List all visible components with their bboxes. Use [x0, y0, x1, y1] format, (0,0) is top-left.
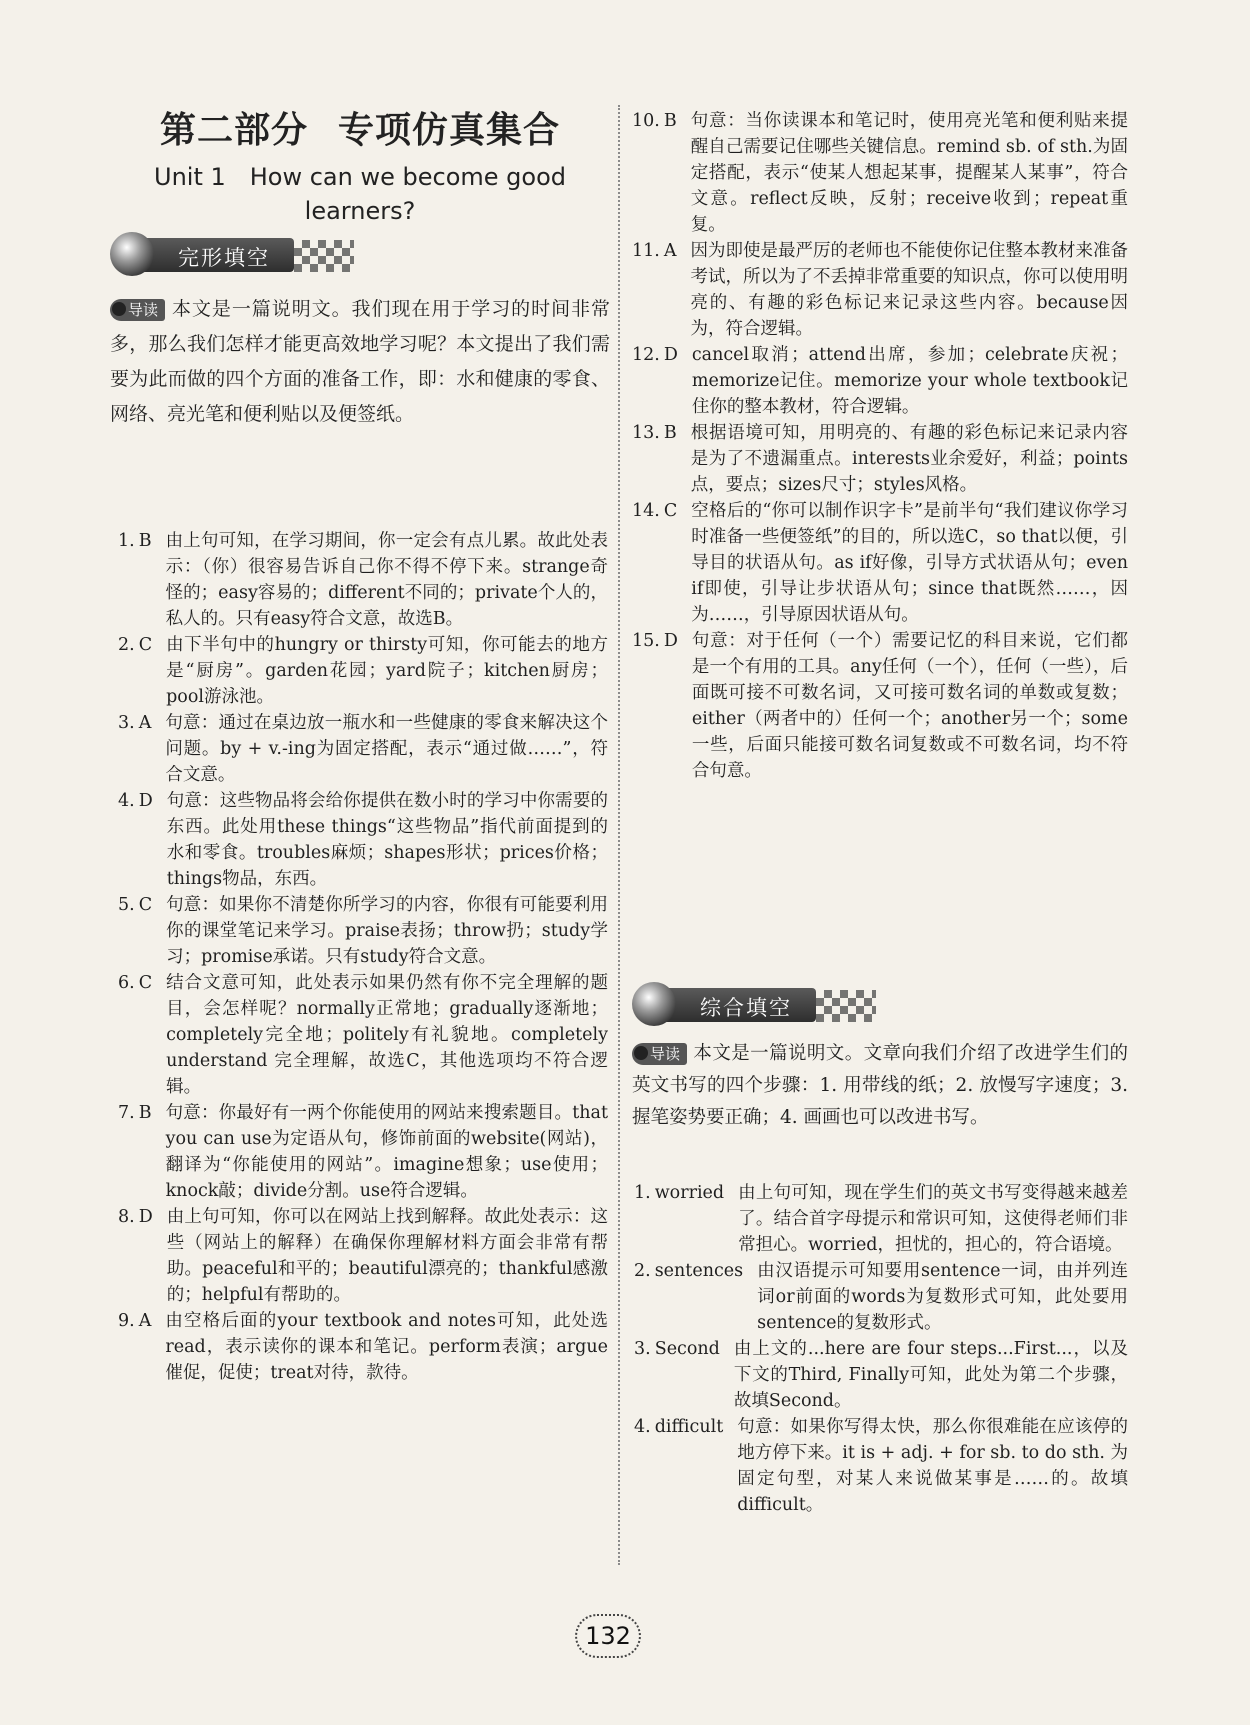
- answer-explanation: 空格后的“你可以制作识字卡”是前半句“我们建议你学习时准备一些便签纸”的目的，所以选C，so that以便，引导目的状语从句。as if好像，引导方式状语从句；even if即使，引导让步状语从句；since that既然……，因为……，引导原因状语从句。: [691, 501, 1128, 625]
- cloze-intro-text: 本文是一篇说明文。我们现在用于学习的时间非常多，那么我们怎样才能更高效地学习呢？本文提出了我们需要为此而做的四个方面的准备工作，即：水和健康的零食、网络、亮光笔和便利贴以及便签纸。: [110, 298, 610, 425]
- answer-explanation: 根据语境可知，用明亮的、有趣的彩色标记来记录内容是为了不遗漏重点。interests业余爱好，利益；points点，要点；sizes尺寸；styles风格。: [690, 423, 1128, 495]
- answer-item: [632, 342, 1128, 420]
- sphere-icon: [110, 232, 154, 276]
- answer-explanation: cancel取消；attend出席，参加；celebrate庆祝；memorize记住。memorize your whole textbook记住你的整本教材，符合逻辑。: [691, 345, 1128, 417]
- answer-item: [632, 498, 1128, 628]
- column-divider: [618, 105, 620, 1565]
- answer-explanation: 由上句可知，你可以在网站上找到解释。故此处表示：这些（网站上的解释）在确保你理解材料方面会非常有帮助。peaceful和平的；beautiful漂亮的；thankful感激的；helpful有帮助的。: [166, 1207, 608, 1305]
- fill-intro-text: 本文是一篇说明文。文章向我们介绍了改进学生们的英文书写的四个步骤：1. 用带线的纸；2. 放慢写字速度；3. 握笔姿势要正确；4. 画画也可以改进书写。: [632, 1043, 1128, 1128]
- answer-item: [634, 1258, 1128, 1336]
- answer-explanation: 由上句可知，在学习期间，你一定会有点儿累。故此处表示：（你）很容易告诉自己你不得不停下来。strange奇怪的；easy容易的；different不同的；private个人的，私人的。只有easy符合文意，故选B。: [165, 531, 608, 629]
- answer-item: [634, 1336, 1128, 1414]
- guide-badge: 导读: [110, 299, 165, 321]
- cloze-answers-left: [118, 528, 608, 1386]
- answer-key: C: [138, 895, 153, 915]
- answer-explanation: 由汉语提示可知要用sentence一词，由并列连词or前面的words为复数形式可知，此处要用sentence的复数形式。: [757, 1261, 1128, 1333]
- answer-number: 6.: [118, 973, 135, 993]
- answer-key: A: [138, 713, 152, 733]
- sphere-icon: [632, 982, 676, 1026]
- answer-item: [118, 528, 608, 632]
- answer-explanation: 由下半句中的hungry or thirsty可知，你可能去的地方是“厨房”。garden花园；yard院子；kitchen厨房；pool游泳池。: [166, 635, 608, 707]
- answer-number: 8.: [118, 1207, 135, 1227]
- answer-item: [118, 632, 608, 710]
- checker-pattern-icon: [816, 990, 876, 1022]
- answer-item: [118, 788, 608, 892]
- answer-item: [632, 108, 1128, 238]
- guide-badge: 导读: [632, 1043, 687, 1065]
- answer-number: 3.: [634, 1339, 651, 1359]
- section-tag-cloze: [110, 232, 370, 276]
- answer-explanation: 由上文的...here are four steps...First...，以及下文的Third, Finally可知，此处为第二个步骤，故填Second。: [733, 1339, 1128, 1411]
- answer-explanation: 句意：你最好有一两个你能使用的网站来搜索题目。that you can use为定语从句，修饰前面的website(网站)，翻译为“你能使用的网站”。imagine想象；use使用；knock敲；divide分割。use符合逻辑。: [165, 1103, 608, 1201]
- answer-key: D: [138, 1207, 153, 1227]
- answer-item: [118, 1100, 608, 1204]
- answer-explanation: 句意：对于任何（一个）需要记忆的科目来说，它们都是一个有用的工具。any任何（一个），任何（一些），后面既可接不可数名词，又可接可数名词的单数或复数；either（两者中的）任何一个；another另一个；some一些，后面只能接可数名词复数或不可数名词，均不符合句意。: [691, 631, 1128, 781]
- answer-explanation: 由空格后面的your textbook and notes可知，此处选read，表示读你的课本和笔记。perform表演；argue催促，促使；treat对待，款待。: [165, 1311, 608, 1383]
- answer-number: 14.: [632, 501, 660, 521]
- answer-number: 2.: [634, 1261, 651, 1281]
- answer-number: 10.: [632, 111, 660, 131]
- answer-explanation: 因为即使是最严厉的老师也不能使你记住整本教材来准备考试，所以为了不丢掉非常重要的知识点，你可以使用明亮的、有趣的彩色标记来记录这些内容。because因为，符合逻辑。: [690, 241, 1128, 339]
- answer-key: B: [138, 1103, 152, 1123]
- part-title-a: 第二部分: [159, 110, 308, 151]
- section-tag-label: 完形填空: [178, 246, 270, 270]
- answer-item: [118, 970, 608, 1100]
- answer-key: C: [663, 501, 678, 521]
- answer-number: 13.: [632, 423, 660, 443]
- answer-item: [632, 628, 1128, 784]
- part-title-b: 专项仿真集合: [338, 110, 561, 151]
- answer-item: [632, 238, 1128, 342]
- answer-key: worried: [654, 1183, 725, 1203]
- answer-number: 15.: [632, 631, 660, 651]
- checker-pattern-icon: [294, 240, 354, 272]
- unit-title: Unit 1 How can we become good learners?: [154, 163, 566, 225]
- answer-key: D: [138, 791, 153, 811]
- section-tag-fill: [632, 982, 892, 1026]
- answer-key: C: [138, 973, 153, 993]
- answer-key: D: [663, 631, 678, 651]
- answer-key: sentences: [654, 1261, 744, 1281]
- answer-explanation: 句意：当你读课本和笔记时，使用亮光笔和便利贴来提醒自己需要记住哪些关键信息。remind sb. of sth.为固定搭配，表示“使某人想起某事，提醒某人某事”，符合文意。reflect反映，反射；receive收到；repeat重复。: [690, 111, 1128, 235]
- answer-key: B: [663, 423, 677, 443]
- answer-explanation: 由上句可知，现在学生们的英文书写变得越来越差了。结合首字母提示和常识可知，这使得老师们非常担心。worried，担忧的，担心的，符合语境。: [738, 1183, 1128, 1255]
- answer-key: Second: [654, 1339, 720, 1359]
- answer-number: 1.: [118, 531, 135, 551]
- fill-intro: [632, 1038, 1128, 1134]
- answer-key: A: [138, 1311, 152, 1331]
- answer-item: [118, 710, 608, 788]
- cloze-answers-right: [632, 108, 1128, 784]
- answer-item: [634, 1414, 1128, 1518]
- answer-key: B: [138, 531, 152, 551]
- answer-number: 4.: [118, 791, 135, 811]
- answer-item: [118, 1308, 608, 1386]
- answer-explanation: 结合文意可知，此处表示如果仍然有你不完全理解的题目，会怎样呢？normally正常地；gradually逐渐地；completely完全地；politely有礼貌地。completely understand 完全理解，故选C，其他选项均不符合逻辑。: [166, 973, 608, 1097]
- answer-number: 3.: [118, 713, 135, 733]
- answer-item: [634, 1180, 1128, 1258]
- answer-number: 11.: [632, 241, 660, 261]
- answer-item: [632, 420, 1128, 498]
- section-tag-label: 综合填空: [700, 996, 792, 1020]
- answer-number: 4.: [634, 1417, 651, 1437]
- answer-explanation: 句意：这些物品将会给你提供在数小时的学习中你需要的东西。此处用these things“这些物品”指代前面提到的水和零食。troubles麻烦；shapes形状；prices价格；things物品，东西。: [166, 791, 608, 889]
- page-number: 132: [575, 1614, 641, 1658]
- cloze-intro: [110, 292, 610, 432]
- answer-key: B: [663, 111, 677, 131]
- answer-key: A: [663, 241, 677, 261]
- answer-explanation: 句意：如果你不清楚你所学习的内容，你很有可能要利用你的课堂笔记来学习。praise表扬；throw扔；study学习；promise承诺。只有study符合文意。: [166, 895, 608, 967]
- answer-number: 12.: [632, 345, 660, 365]
- answer-key: difficult: [654, 1417, 724, 1437]
- answer-number: 9.: [118, 1311, 135, 1331]
- answer-key: D: [663, 345, 678, 365]
- answer-item: [118, 1204, 608, 1308]
- answer-number: 5.: [118, 895, 135, 915]
- answer-number: 1.: [634, 1183, 651, 1203]
- answer-item: [118, 892, 608, 970]
- answer-explanation: 句意：通过在桌边放一瓶水和一些健康的零食来解决这个问题。by + v.-ing为固定搭配，表示“通过做……”，符合文意。: [165, 713, 608, 785]
- answer-key: C: [138, 635, 153, 655]
- answer-number: 2.: [118, 635, 135, 655]
- fill-answers: [634, 1180, 1128, 1518]
- answer-explanation: 句意：如果你写得太快，那么你很难能在应该停的地方停下来。it is + adj. + for sb. to do sth. 为固定句型，对某人来说做某事是……的。故填difficult。: [737, 1417, 1128, 1515]
- answer-number: 7.: [118, 1103, 135, 1123]
- part-title: [110, 102, 610, 153]
